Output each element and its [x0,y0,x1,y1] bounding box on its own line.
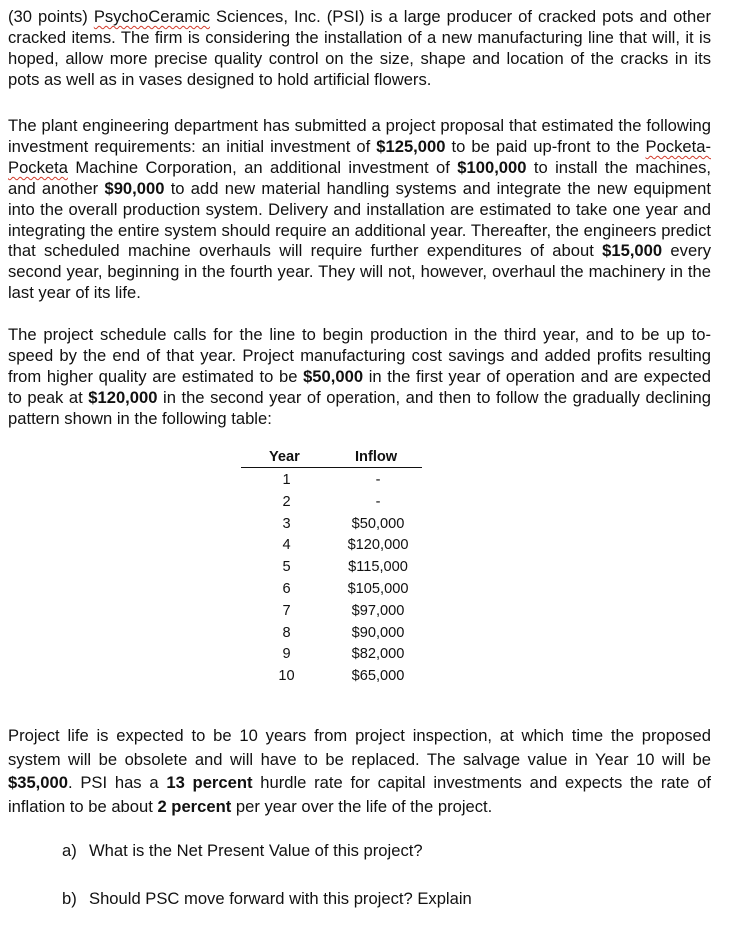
life-text-2: . PSI has a [67,773,167,793]
table-row [241,621,422,643]
overhaul-cost-amount: $15,000 [602,241,663,261]
inflation-rate-value: 2 percent [157,796,232,816]
company-name-misspelled: PsychoCeramic [93,7,211,26]
inflow-cell: $90,000 [351,624,405,641]
question-b [62,889,472,909]
schedule-text-1: The project schedule calls for the line to begin production in the third year, and to be up to-speed by the end of that year. Project manufacturing cost savings and added profits resulting from higher quality are estimated to be [8,325,711,386]
table-row [241,664,422,686]
schedule-text-2: in the first year of operation and are expected to peak at [8,366,711,407]
table-row [241,468,422,490]
year-cell: 4 [282,537,291,554]
machine-investment-amount: $100,000 [457,157,527,177]
year-cell: 9 [282,646,291,663]
table-row [241,490,422,512]
schedule-paragraph [8,325,711,430]
investment-paragraph [8,116,711,304]
inflow-cell: $97,000 [351,602,405,619]
project-life-paragraph [8,724,711,818]
life-text-1: Project life is expected to be 10 years from project inspection, at which time the proposed system will be obsolete and will have to be replaced. The salvage value in Year 10 will be [8,726,711,769]
year-cell: 3 [282,515,291,532]
intro-text-2: Sciences, Inc. (PSI) is a large producer of cracked pots and other cracked items. The firm is considering the installation of a new manufacturing line that will, it is hoped, allow more precise quality control on the size, shape and location of the cracks in its pots as well as in vases designed to hold artificial flowers. [8,7,711,89]
investment-text-4: to install the machines, and another [8,157,711,198]
year-cell: 5 [282,559,291,576]
inflow-cell: $115,000 [348,559,408,576]
investment-text-5: to add new material handling systems and integrate the new equipment into the overall production system. Delivery and installation are estimated to take one year and integrating the entire system should require an additional year. Thereafter, the engineers predict that scheduled machine overhauls will require further expenditures of about [8,178,712,261]
table-row [241,599,422,621]
inflow-column-header: Inflow [355,449,398,465]
table-body [241,468,422,686]
table-row [241,642,422,664]
hurdle-rate-value: 13 percent [166,773,253,793]
intro-paragraph [8,7,711,91]
life-text-4: per year over the life of the project. [231,796,493,816]
inflow-cell: $65,000 [351,668,405,685]
question-a [62,841,423,861]
table-row [241,577,422,599]
schedule-text-3: in the second year of operation, and then to follow the gradually declining pattern shown in the following table: [8,387,711,428]
year-cell: 7 [282,602,291,619]
investment-text-2: to be paid up-front to the [445,136,646,156]
inflow-cell: $120,000 [347,537,409,554]
handling-investment-amount: $90,000 [104,178,165,198]
table-row [241,555,422,577]
year-cell: 10 [278,668,295,685]
inflow-table [241,445,422,686]
year-cell: 1 [282,472,291,488]
question-a-label: a) [62,841,77,860]
inflow-cell: $50,000 [351,515,405,532]
investment-text-1: The plant engineering department has submitted a project proposal that estimated the following investment requirements: an initial investment of [8,116,711,156]
inflow-cell: $82,000 [351,646,405,663]
life-text-3: hurdle rate for capital investments and expects the rate of inflation to be about [8,773,711,816]
inflow-cell: $105,000 [347,580,409,597]
year-column-header: Year [269,449,300,465]
table-row [241,512,422,534]
investment-text-3: Machine Corporation, an additional investment of [67,157,458,177]
inflow-cell: - [375,493,381,510]
year-cell: 6 [282,580,291,597]
question-b-text: Should PSC move forward with this project? Explain [89,889,472,908]
question-b-label: b) [62,889,77,908]
vendor-name-misspelled: Pocketa-Pocketa [8,136,711,177]
year-cell: 2 [282,493,291,510]
first-year-savings-amount: $50,000 [303,366,364,386]
table-header [241,445,422,468]
table-row [241,533,422,555]
inflow-cell: - [375,472,381,488]
year-cell: 8 [282,624,291,641]
salvage-value-amount: $35,000 [8,773,68,793]
question-a-text: What is the Net Present Value of this project? [89,841,423,860]
investment-text-6: every second year, beginning in the fourth year. They will not, however, overhaul the machinery in the last year of its life. [8,241,712,303]
peak-savings-amount: $120,000 [88,387,158,407]
intro-text-1: (30 points) [8,7,94,26]
initial-investment-amount: $125,000 [376,136,446,156]
